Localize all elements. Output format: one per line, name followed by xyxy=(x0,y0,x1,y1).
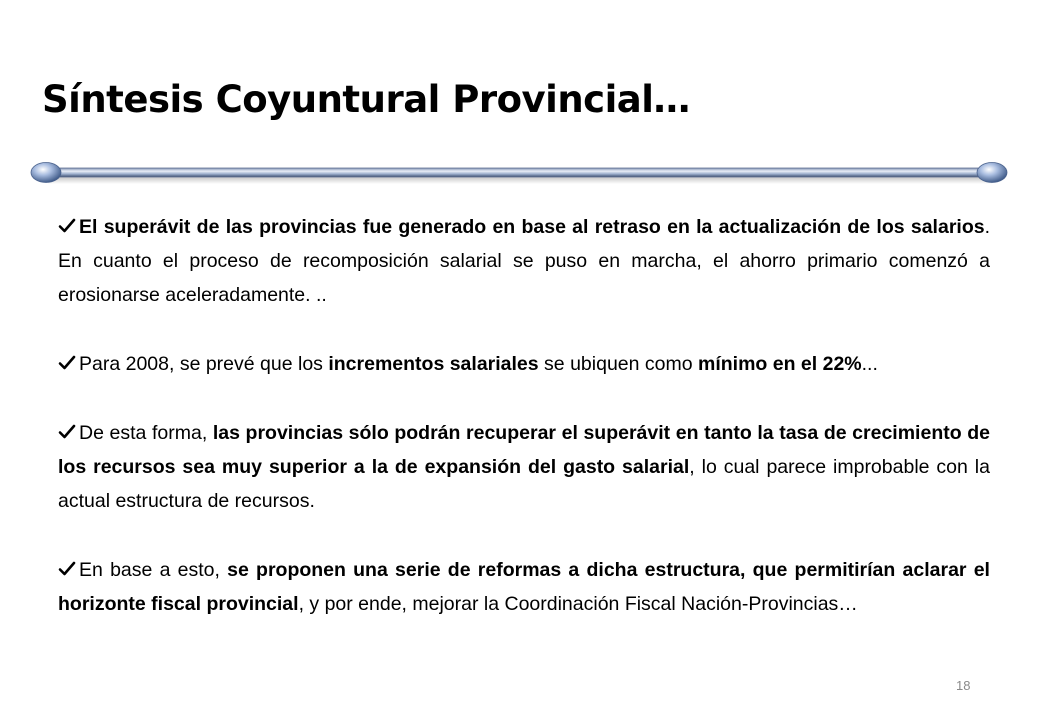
bullet-text: . En cuanto el proceso de recomposición salarial se puso en marcha, el ahorro primario comenzó a erosionarse aceleradamente. .. xyxy=(58,216,990,306)
bullet-bold-text: mínimo en el 22% xyxy=(698,353,862,375)
bullet-text: se ubiquen como xyxy=(538,353,698,375)
checkmark-icon xyxy=(58,212,76,230)
slide-title: Síntesis Coyuntural Provincial… xyxy=(42,78,690,121)
bullet-text: , lo cual parece improbable con la actual estructura de recursos. xyxy=(58,456,990,512)
bullet-item xyxy=(58,347,990,381)
page-number: 18 xyxy=(956,678,971,693)
bullet-text: , y por ende, mejorar la Coordinación Fiscal Nación-Provincias… xyxy=(298,593,858,615)
checkmark-icon xyxy=(58,349,76,367)
bullet-bold-text: se proponen una serie de reformas a dicha estructura, que permitirían aclarar el horizonte fiscal provincial xyxy=(58,559,990,615)
bullet-bold-text: El superávit de las provincias fue generado en base al retraso en la actualización de los salarios xyxy=(79,216,985,238)
title-divider xyxy=(28,156,1012,192)
bullet-text: De esta forma, xyxy=(79,422,213,444)
bullet-text: ... xyxy=(861,353,878,375)
bullet-item xyxy=(58,210,990,312)
bullet-item xyxy=(58,553,990,621)
checkmark-icon xyxy=(58,555,76,573)
bullet-text: Para 2008, se prevé que los xyxy=(79,353,329,375)
bullet-bold-text: las provincias sólo podrán recuperar el superávit en tanto la tasa de crecimiento de los recursos sea muy superior a la de expansión del gasto salarial xyxy=(58,422,990,478)
bullet-list xyxy=(58,210,990,621)
bullet-bold-text: incrementos salariales xyxy=(328,353,539,375)
checkmark-icon xyxy=(58,418,76,436)
bullet-text: En base a esto, xyxy=(79,559,228,581)
bullet-item xyxy=(58,416,990,518)
